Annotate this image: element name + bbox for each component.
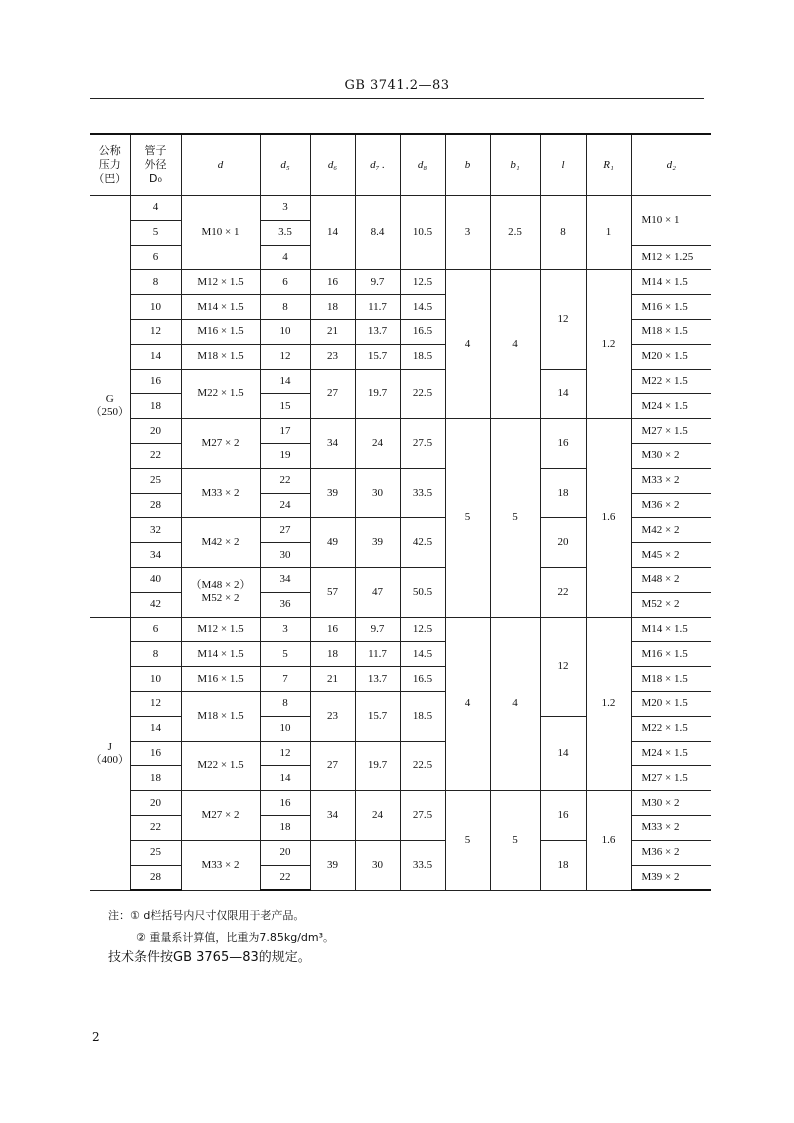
- header-d7: d₇ .: [355, 134, 400, 196]
- thread-d-cell: M22 × 1.5: [181, 369, 260, 419]
- notes: [108, 905, 334, 949]
- b1-cell: 2.5: [490, 196, 540, 270]
- d2-cell: M22 × 1.5: [631, 716, 711, 741]
- d6-cell: 21: [310, 667, 355, 692]
- l-cell: 20: [540, 518, 586, 568]
- d7-cell: 30: [355, 840, 400, 890]
- b1-cell: 5: [490, 791, 540, 891]
- d5-cell: 8: [260, 295, 310, 320]
- d7-cell: 15.7: [355, 344, 400, 369]
- thread-d-cell: M18 × 1.5: [181, 691, 260, 741]
- pipe-od-cell: 22: [130, 815, 181, 840]
- pipe-od-cell: 14: [130, 344, 181, 369]
- d8-cell: 50.5: [400, 567, 445, 617]
- pipe-od-cell: 20: [130, 791, 181, 816]
- d6-cell: 21: [310, 319, 355, 344]
- pipe-od-cell: 34: [130, 543, 181, 568]
- d2-cell: M16 × 1.5: [631, 295, 711, 320]
- b-cell: 5: [445, 791, 490, 891]
- d2-cell: M14 × 1.5: [631, 270, 711, 295]
- d2-cell: M18 × 1.5: [631, 667, 711, 692]
- thread-d-cell: M22 × 1.5: [181, 741, 260, 791]
- d2-cell: M36 × 2: [631, 840, 711, 865]
- d5-cell: 12: [260, 741, 310, 766]
- d2-cell: M52 × 2: [631, 592, 711, 617]
- d8-cell: 16.5: [400, 319, 445, 344]
- d6-cell: 34: [310, 791, 355, 841]
- d2-cell: M27 × 1.5: [631, 766, 711, 791]
- thread-d-cell: M14 × 1.5: [181, 295, 260, 320]
- d7-cell: 8.4: [355, 196, 400, 270]
- d6-cell: 16: [310, 617, 355, 642]
- thread-d-cell: M16 × 1.5: [181, 667, 260, 692]
- pipe-od-cell: 5: [130, 220, 181, 245]
- thread-d-cell: M16 × 1.5: [181, 319, 260, 344]
- d6-cell: 39: [310, 840, 355, 890]
- d8-cell: 12.5: [400, 617, 445, 642]
- d7-cell: 30: [355, 468, 400, 518]
- header-d: d: [181, 134, 260, 196]
- d8-cell: 18.5: [400, 691, 445, 741]
- d8-cell: 18.5: [400, 344, 445, 369]
- r1-cell: 1.6: [586, 419, 631, 617]
- d5-cell: 4: [260, 245, 310, 270]
- l-cell: 18: [540, 840, 586, 890]
- d2-cell: M48 × 2: [631, 567, 711, 592]
- d8-cell: 42.5: [400, 518, 445, 568]
- d5-cell: 3: [260, 196, 310, 221]
- d5-cell: 19: [260, 443, 310, 468]
- d2-cell: M30 × 2: [631, 443, 711, 468]
- d8-cell: 33.5: [400, 840, 445, 890]
- d5-cell: 34: [260, 567, 310, 592]
- d8-cell: 10.5: [400, 196, 445, 270]
- d2-cell: M24 × 1.5: [631, 741, 711, 766]
- d2-cell: M33 × 2: [631, 468, 711, 493]
- pipe-od-cell: 25: [130, 468, 181, 493]
- thread-d-cell: M42 × 2: [181, 518, 260, 568]
- d7-cell: 39: [355, 518, 400, 568]
- d5-cell: 3: [260, 617, 310, 642]
- pipe-od-cell: 20: [130, 419, 181, 444]
- d5-cell: 12: [260, 344, 310, 369]
- d5-cell: 8: [260, 691, 310, 716]
- thread-d-cell: M27 × 2: [181, 791, 260, 841]
- pressure-group: G （250）: [90, 196, 130, 618]
- pipe-od-cell: 4: [130, 196, 181, 221]
- r1-cell: 1.6: [586, 791, 631, 891]
- d7-cell: 15.7: [355, 691, 400, 741]
- d2-cell: M30 × 2: [631, 791, 711, 816]
- d2-cell: M39 × 2: [631, 865, 711, 890]
- header-d6: d₆: [310, 134, 355, 196]
- pipe-od-cell: 18: [130, 394, 181, 419]
- d7-cell: 19.7: [355, 369, 400, 419]
- d7-cell: 11.7: [355, 642, 400, 667]
- d8-cell: 27.5: [400, 791, 445, 841]
- b-cell: 4: [445, 270, 490, 419]
- d7-cell: 11.7: [355, 295, 400, 320]
- header-d2: d₂: [631, 134, 711, 196]
- pipe-od-cell: 16: [130, 741, 181, 766]
- d5-cell: 14: [260, 369, 310, 394]
- d6-cell: 27: [310, 369, 355, 419]
- pipe-od-cell: 42: [130, 592, 181, 617]
- l-cell: 12: [540, 270, 586, 369]
- header-r1: R₁: [586, 134, 631, 196]
- d5-cell: 27: [260, 518, 310, 543]
- pipe-od-cell: 28: [130, 865, 181, 890]
- d6-cell: 18: [310, 295, 355, 320]
- d6-cell: 27: [310, 741, 355, 791]
- technical-conditions: 技术条件按GB 3765—83的规定。: [108, 950, 311, 965]
- d2-cell: M45 × 2: [631, 543, 711, 568]
- r1-cell: 1.2: [586, 270, 631, 419]
- d5-cell: 16: [260, 791, 310, 816]
- d5-cell: 10: [260, 716, 310, 741]
- d5-cell: 20: [260, 840, 310, 865]
- d2-cell: M27 × 1.5: [631, 419, 711, 444]
- d6-cell: 34: [310, 419, 355, 469]
- header-pipe-od: 管子 外径 D₀: [130, 134, 181, 196]
- thread-d-cell: M14 × 1.5: [181, 642, 260, 667]
- d2-cell: M12 × 1.25: [631, 245, 711, 270]
- pipe-od-cell: 6: [130, 617, 181, 642]
- thread-d-cell: M10 × 1: [181, 196, 260, 270]
- table-body: [90, 196, 711, 891]
- thread-d-cell: M12 × 1.5: [181, 617, 260, 642]
- d8-cell: 12.5: [400, 270, 445, 295]
- pipe-od-cell: 32: [130, 518, 181, 543]
- thread-d-cell: M12 × 1.5: [181, 270, 260, 295]
- header-pressure: 公称 压力 （巴）: [90, 134, 130, 196]
- page-number: 2: [92, 1030, 100, 1044]
- pipe-od-cell: 16: [130, 369, 181, 394]
- d6-cell: 39: [310, 468, 355, 518]
- d8-cell: 33.5: [400, 468, 445, 518]
- d7-cell: 9.7: [355, 617, 400, 642]
- table-row: [90, 196, 711, 221]
- d5-cell: 10: [260, 319, 310, 344]
- d8-cell: 16.5: [400, 667, 445, 692]
- d5-cell: 22: [260, 865, 310, 890]
- b-cell: 3: [445, 196, 490, 270]
- d7-cell: 13.7: [355, 319, 400, 344]
- d5-cell: 36: [260, 592, 310, 617]
- d2-cell: M16 × 1.5: [631, 642, 711, 667]
- l-cell: 14: [540, 716, 586, 790]
- header-d5: d₅: [260, 134, 310, 196]
- pipe-od-cell: 10: [130, 295, 181, 320]
- r1-cell: 1: [586, 196, 631, 270]
- note-1: 注：① d栏括号内尺寸仅限用于老产品。: [108, 909, 305, 922]
- pipe-od-cell: 22: [130, 443, 181, 468]
- d2-cell: M24 × 1.5: [631, 394, 711, 419]
- l-cell: 16: [540, 791, 586, 841]
- pipe-od-cell: 40: [130, 567, 181, 592]
- thread-d-cell: M33 × 2: [181, 468, 260, 518]
- pipe-od-cell: 14: [130, 716, 181, 741]
- d6-cell: 18: [310, 642, 355, 667]
- d2-cell: M20 × 1.5: [631, 691, 711, 716]
- thread-d-cell: M33 × 2: [181, 840, 260, 890]
- header-d8: d₈: [400, 134, 445, 196]
- d8-cell: 22.5: [400, 741, 445, 791]
- table-header-row: [90, 134, 711, 196]
- b1-cell: 4: [490, 270, 540, 419]
- d2-cell: M42 × 2: [631, 518, 711, 543]
- pipe-od-cell: 25: [130, 840, 181, 865]
- pipe-od-cell: 28: [130, 493, 181, 518]
- d8-cell: 22.5: [400, 369, 445, 419]
- pipe-od-cell: 12: [130, 319, 181, 344]
- d2-cell: M20 × 1.5: [631, 344, 711, 369]
- pressure-group: J （400）: [90, 617, 130, 890]
- d5-cell: 24: [260, 493, 310, 518]
- d2-cell: M18 × 1.5: [631, 319, 711, 344]
- d5-cell: 17: [260, 419, 310, 444]
- d6-cell: 23: [310, 344, 355, 369]
- pipe-od-cell: 18: [130, 766, 181, 791]
- d6-cell: 14: [310, 196, 355, 270]
- standard-header: GB 3741.2—83: [344, 78, 450, 93]
- l-cell: 12: [540, 617, 586, 716]
- d7-cell: 13.7: [355, 667, 400, 692]
- d2-cell: M36 × 2: [631, 493, 711, 518]
- thread-d-cell: M18 × 1.5: [181, 344, 260, 369]
- b-cell: 5: [445, 419, 490, 617]
- pipe-od-cell: 8: [130, 270, 181, 295]
- header-l: l: [540, 134, 586, 196]
- d8-cell: 14.5: [400, 642, 445, 667]
- d5-cell: 7: [260, 667, 310, 692]
- l-cell: 16: [540, 419, 586, 469]
- b1-cell: 4: [490, 617, 540, 791]
- d2-cell: M22 × 1.5: [631, 369, 711, 394]
- d6-cell: 23: [310, 691, 355, 741]
- table-row: [90, 270, 711, 295]
- d7-cell: 24: [355, 419, 400, 469]
- l-cell: 22: [540, 567, 586, 617]
- d7-cell: 47: [355, 567, 400, 617]
- d5-cell: 22: [260, 468, 310, 493]
- d5-cell: 3.5: [260, 220, 310, 245]
- pipe-od-cell: 10: [130, 667, 181, 692]
- l-cell: 18: [540, 468, 586, 518]
- header-b1: b₁: [490, 134, 540, 196]
- pipe-od-cell: 8: [130, 642, 181, 667]
- d7-cell: 19.7: [355, 741, 400, 791]
- r1-cell: 1.2: [586, 617, 631, 791]
- d5-cell: 15: [260, 394, 310, 419]
- table-row: [90, 617, 711, 642]
- pipe-od-cell: 12: [130, 691, 181, 716]
- note-2: ② 重量系计算值，比重为7.85kg/dm³。: [136, 931, 335, 944]
- b1-cell: 5: [490, 419, 540, 617]
- d5-cell: 18: [260, 815, 310, 840]
- d8-cell: 27.5: [400, 419, 445, 469]
- d7-cell: 9.7: [355, 270, 400, 295]
- d5-cell: 30: [260, 543, 310, 568]
- d2-cell: M14 × 1.5: [631, 617, 711, 642]
- b-cell: 4: [445, 617, 490, 791]
- d6-cell: 57: [310, 567, 355, 617]
- table-row: [90, 791, 711, 816]
- table-row: [90, 419, 711, 444]
- header-rule: [90, 98, 704, 99]
- d6-cell: 49: [310, 518, 355, 568]
- d2-cell: M33 × 2: [631, 815, 711, 840]
- d7-cell: 24: [355, 791, 400, 841]
- l-cell: 8: [540, 196, 586, 270]
- header-b: b: [445, 134, 490, 196]
- d8-cell: 14.5: [400, 295, 445, 320]
- dimension-table: [90, 133, 711, 891]
- d6-cell: 16: [310, 270, 355, 295]
- l-cell: 14: [540, 369, 586, 419]
- thread-d-cell: （M48 × 2） M52 × 2: [181, 567, 260, 617]
- d5-cell: 14: [260, 766, 310, 791]
- d5-cell: 6: [260, 270, 310, 295]
- thread-d-cell: M27 × 2: [181, 419, 260, 469]
- d5-cell: 5: [260, 642, 310, 667]
- d2-cell: M10 × 1: [631, 196, 711, 246]
- pipe-od-cell: 6: [130, 245, 181, 270]
